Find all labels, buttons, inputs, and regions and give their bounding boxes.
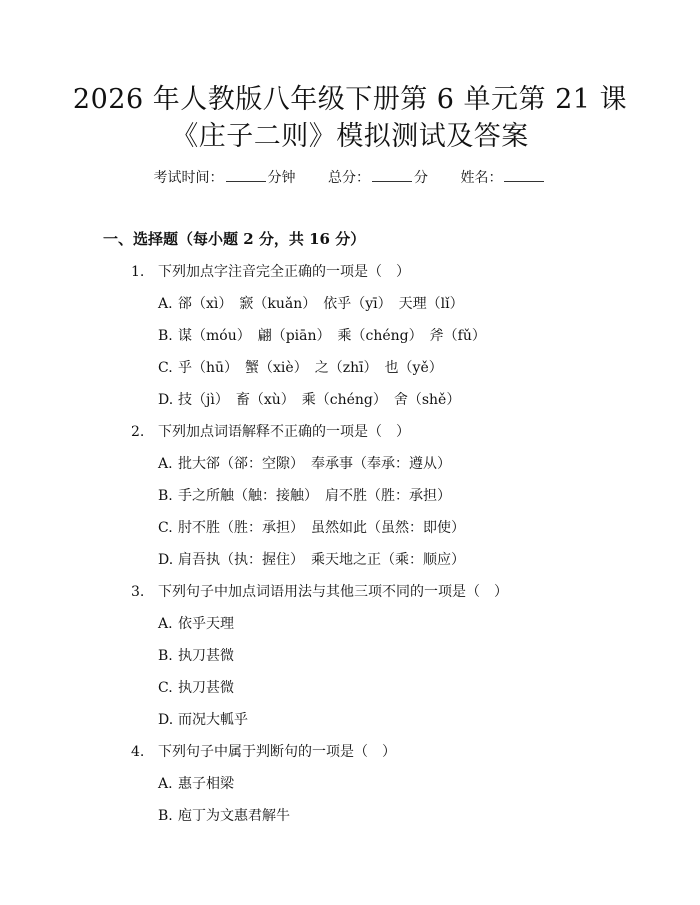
page-title-line-1: 2026 年人教版八年级下册第 6 单元第 21 课 — [72, 84, 628, 115]
time-unit: 分钟 — [267, 170, 296, 186]
exam-score — [328, 168, 428, 188]
exam-name — [460, 168, 546, 188]
time-blank[interactable] — [226, 168, 266, 182]
question-3-option-d[interactable] — [158, 710, 248, 730]
option-text: 谋（móu） 翩（piān） 乘（chéng） 斧（fǔ） — [178, 328, 486, 344]
section-title: 一、选择题（每小题 2 分，共 16 分） — [103, 230, 366, 248]
exam-meta — [0, 168, 700, 188]
option-text: 肘不胜（胜：承担） 虽然如此（虽然：即使） — [178, 520, 465, 536]
option-text: 而况大軱乎 — [178, 712, 248, 728]
option-letter: D. — [158, 392, 174, 408]
option-text: 惠子相梁 — [178, 776, 234, 792]
option-text: 庖丁为文惠君解牛 — [178, 808, 290, 824]
option-text: 郤（xì） 窾（kuǎn） 依乎（yī） 天理（lǐ） — [178, 296, 464, 312]
question-2-option-c[interactable] — [158, 518, 465, 538]
question-text: 下列句子中加点词语用法与其他三项不同的一项是（ ） — [158, 584, 508, 600]
page-title-line-2: 《庄子二则》模拟测试及答案 — [171, 121, 529, 152]
question-1 — [131, 262, 410, 282]
question-text: 下列加点词语解释不正确的一项是（ ） — [158, 424, 410, 440]
question-4 — [131, 742, 396, 762]
option-text: 手之所触（触：接触） 肩不胜（胜：承担） — [178, 488, 451, 504]
name-label: 姓名： — [460, 170, 503, 186]
option-letter: B. — [158, 488, 173, 504]
question-2-option-b[interactable] — [158, 486, 451, 506]
score-blank[interactable] — [372, 168, 412, 182]
question-text: 下列加点字注音完全正确的一项是（ ） — [158, 264, 410, 280]
option-letter: B. — [158, 808, 173, 824]
option-letter: C. — [158, 360, 173, 376]
question-3-option-c[interactable] — [158, 678, 234, 698]
option-letter: A. — [158, 776, 173, 792]
question-number: 3. — [131, 584, 145, 600]
time-label: 考试时间： — [153, 170, 224, 186]
option-letter: B. — [158, 328, 173, 344]
question-number: 4. — [131, 744, 145, 760]
option-text: 肩吾执（执：握住） 乘天地之正（乘：顺应） — [178, 552, 465, 568]
option-letter: C. — [158, 680, 173, 696]
option-text: 依乎天理 — [178, 616, 234, 632]
option-letter: B. — [158, 648, 173, 664]
score-unit: 分 — [414, 170, 428, 186]
option-letter: A. — [158, 616, 173, 632]
option-text: 执刀甚微 — [178, 648, 234, 664]
question-2 — [131, 422, 410, 442]
question-3 — [131, 582, 508, 602]
option-text: 批大郤（郤：空隙） 奉承事（奉承：遵从） — [178, 456, 451, 472]
question-2-option-d[interactable] — [158, 550, 465, 570]
question-number: 1. — [131, 264, 145, 280]
question-1-option-c[interactable] — [158, 358, 443, 378]
option-letter: D. — [158, 712, 174, 728]
option-letter: D. — [158, 552, 174, 568]
question-1-option-b[interactable] — [158, 326, 486, 346]
option-text: 技（jì） 畜（xù） 乘（chéng） 舍（shě） — [178, 392, 461, 408]
exam-time — [154, 168, 296, 188]
option-letter: A. — [158, 296, 173, 312]
question-text: 下列句子中属于判断句的一项是（ ） — [158, 744, 396, 760]
question-1-option-d[interactable] — [158, 390, 460, 410]
name-blank[interactable] — [504, 168, 544, 182]
question-3-option-b[interactable] — [158, 646, 234, 666]
option-text: 乎（hū） 蟹（xiè） 之（zhī） 也（yě） — [178, 360, 443, 376]
question-4-option-a[interactable] — [158, 774, 234, 794]
question-3-option-a[interactable] — [158, 614, 234, 634]
question-2-option-a[interactable] — [158, 454, 451, 474]
option-text: 执刀甚微 — [178, 680, 234, 696]
question-4-option-b[interactable] — [158, 806, 290, 826]
score-label: 总分： — [328, 170, 370, 186]
option-letter: A. — [158, 456, 173, 472]
option-letter: C. — [158, 520, 173, 536]
question-number: 2. — [131, 424, 145, 440]
question-1-option-a[interactable] — [158, 294, 464, 314]
